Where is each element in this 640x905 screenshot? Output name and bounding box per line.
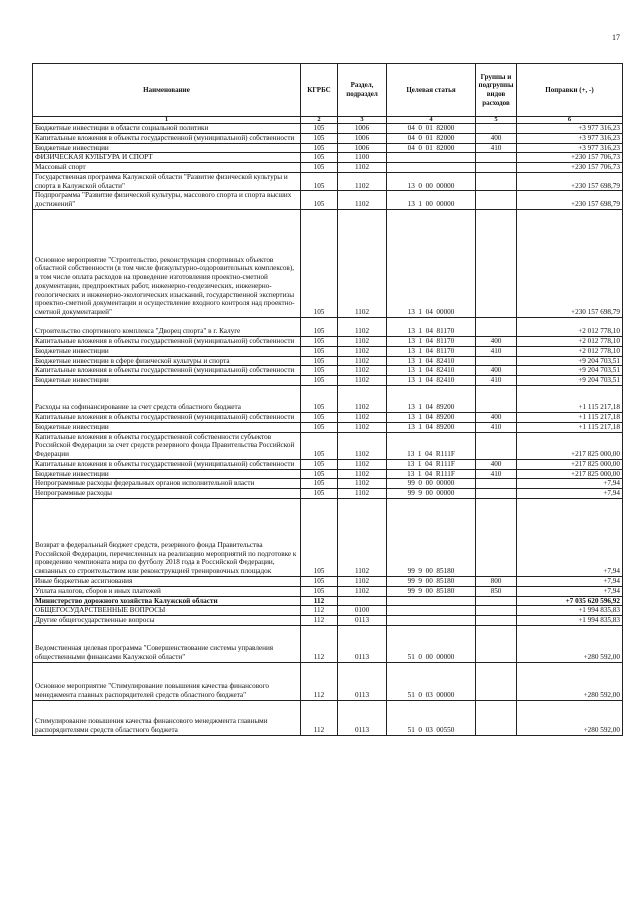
cell-kgrbs: 105 — [301, 366, 338, 376]
cell-amendment: +230 157 698,79 — [517, 210, 623, 318]
cell-name: Подпрограмма "Развитие физической культуры, массового спорта и спорта высших достижений" — [33, 191, 301, 210]
col-number: 6 — [517, 117, 623, 124]
cell-kgrbs: 105 — [301, 210, 338, 318]
cell-section: 1102 — [338, 163, 387, 173]
cell-target-article: 99 9 00 85180 — [387, 586, 476, 596]
cell-amendment: +3 977 316,23 — [517, 124, 623, 134]
cell-target-article: 51 0 03 00550 — [387, 700, 476, 735]
table-row — [33, 124, 623, 134]
cell-section — [338, 596, 387, 606]
cell-target-article: 04 0 01 82000 — [387, 124, 476, 134]
cell-kgrbs: 105 — [301, 469, 338, 479]
cell-expense-group: 410 — [476, 346, 517, 356]
cell-target-article: 13 1 04 82410 — [387, 356, 476, 366]
cell-name: Государственная программа Калужской области "Развитие физической культуры и спорта в Калужской области" — [33, 172, 301, 191]
table-row — [33, 616, 623, 626]
cell-amendment: +280 592,00 — [517, 700, 623, 735]
cell-kgrbs: 105 — [301, 432, 338, 459]
cell-amendment: +230 157 706,73 — [517, 163, 623, 173]
cell-kgrbs: 105 — [301, 124, 338, 134]
table-row — [33, 422, 623, 432]
table-row — [33, 469, 623, 479]
cell-kgrbs: 105 — [301, 346, 338, 356]
amendments-table — [32, 63, 623, 736]
cell-target-article — [387, 596, 476, 606]
cell-expense-group — [476, 172, 517, 191]
cell-amendment: +1 994 835,83 — [517, 616, 623, 626]
cell-name: Бюджетные инвестиции — [33, 143, 301, 153]
header-amendments: Поправки (+, -) — [517, 64, 623, 117]
cell-expense-group — [476, 191, 517, 210]
cell-section: 1102 — [338, 586, 387, 596]
cell-section: 1006 — [338, 124, 387, 134]
cell-section: 1102 — [338, 356, 387, 366]
cell-kgrbs: 105 — [301, 133, 338, 143]
cell-amendment: +9 204 703,51 — [517, 366, 623, 376]
cell-expense-group — [476, 498, 517, 576]
table-row — [33, 432, 623, 459]
cell-kgrbs: 105 — [301, 172, 338, 191]
cell-kgrbs: 105 — [301, 586, 338, 596]
cell-amendment: +2 012 778,10 — [517, 337, 623, 347]
cell-section: 1102 — [338, 469, 387, 479]
cell-section: 1102 — [338, 489, 387, 499]
cell-name: Стимулирование повышения качества финансового менеджмента главными распорядителями средств областного бюджета — [33, 700, 301, 735]
cell-target-article: 13 1 04 89200 — [387, 412, 476, 422]
cell-amendment: +230 157 698,79 — [517, 172, 623, 191]
cell-target-article: 13 1 04 82410 — [387, 366, 476, 376]
table-row — [33, 366, 623, 376]
cell-section: 1102 — [338, 576, 387, 586]
cell-target-article: 13 1 04 81170 — [387, 346, 476, 356]
cell-name: Капитальные вложения в объекты государственной (муниципальной) собственности — [33, 337, 301, 347]
table-row — [33, 489, 623, 499]
table-row — [33, 576, 623, 586]
table-row — [33, 625, 623, 662]
cell-amendment: +2 012 778,10 — [517, 318, 623, 337]
cell-kgrbs: 105 — [301, 422, 338, 432]
cell-kgrbs: 112 — [301, 606, 338, 616]
cell-name: Иные бюджетные ассигнования — [33, 576, 301, 586]
cell-name: Строительство спортивного комплекса "Дворец спорта" в г. Калуге — [33, 318, 301, 337]
cell-amendment: +217 825 000,00 — [517, 432, 623, 459]
cell-target-article: 13 1 04 82410 — [387, 376, 476, 386]
header-name: Наименование — [33, 64, 301, 117]
table-row — [33, 191, 623, 210]
cell-expense-group — [476, 356, 517, 366]
cell-amendment: +7,94 — [517, 498, 623, 576]
cell-amendment: +1 994 835,83 — [517, 606, 623, 616]
cell-kgrbs: 112 — [301, 625, 338, 662]
cell-section: 1102 — [338, 318, 387, 337]
cell-amendment: +217 825 000,00 — [517, 469, 623, 479]
cell-name: Министерство дорожного хозяйства Калужской области — [33, 596, 301, 606]
col-number: 2 — [301, 117, 338, 124]
cell-name: Массовый спорт — [33, 163, 301, 173]
cell-target-article: 51 0 00 00000 — [387, 625, 476, 662]
cell-target-article: 04 0 01 82000 — [387, 143, 476, 153]
header-kgrbs: КГРБС — [301, 64, 338, 117]
cell-kgrbs: 105 — [301, 191, 338, 210]
cell-section: 0113 — [338, 625, 387, 662]
cell-expense-group: 400 — [476, 133, 517, 143]
cell-section: 1102 — [338, 459, 387, 469]
table-row — [33, 143, 623, 153]
cell-section: 1102 — [338, 376, 387, 386]
cell-kgrbs: 105 — [301, 459, 338, 469]
cell-kgrbs: 105 — [301, 385, 338, 412]
table-row — [33, 153, 623, 163]
cell-expense-group — [476, 625, 517, 662]
cell-kgrbs: 105 — [301, 376, 338, 386]
col-number: 5 — [476, 117, 517, 124]
cell-name: Бюджетные инвестиции в области социальной политики — [33, 124, 301, 134]
table-row — [33, 700, 623, 735]
cell-target-article: 13 1 04 89200 — [387, 422, 476, 432]
cell-target-article: 13 1 04 00000 — [387, 210, 476, 318]
cell-target-article: 99 9 00 00000 — [387, 489, 476, 499]
cell-target-article: 13 1 04 R111F — [387, 432, 476, 459]
cell-expense-group: 800 — [476, 576, 517, 586]
cell-kgrbs: 105 — [301, 498, 338, 576]
cell-section: 1102 — [338, 172, 387, 191]
table-row — [33, 606, 623, 616]
cell-name: Бюджетные инвестиции в сфере физической культуры и спорта — [33, 356, 301, 366]
cell-name: Бюджетные инвестиции — [33, 376, 301, 386]
cell-expense-group — [476, 163, 517, 173]
cell-amendment: +230 157 706,73 — [517, 153, 623, 163]
cell-expense-group: 400 — [476, 337, 517, 347]
cell-target-article: 51 0 03 00000 — [387, 662, 476, 700]
cell-name: ОБЩЕГОСУДАРСТВЕННЫЕ ВОПРОСЫ — [33, 606, 301, 616]
table-row — [33, 356, 623, 366]
cell-kgrbs: 105 — [301, 576, 338, 586]
cell-name: Ведомственная целевая программа "Совершенствование системы управления общественными финансами Калужской области" — [33, 625, 301, 662]
cell-name: Капитальные вложения в объекты государственной (муниципальной) собственности — [33, 459, 301, 469]
cell-section: 1102 — [338, 191, 387, 210]
table-row — [33, 163, 623, 173]
cell-target-article: 13 1 04 R111F — [387, 459, 476, 469]
cell-target-article — [387, 153, 476, 163]
header-groups: Группы и подгруппы видов расходов — [476, 64, 517, 117]
cell-target-article: 13 1 04 81170 — [387, 337, 476, 347]
cell-amendment: +230 157 698,79 — [517, 191, 623, 210]
cell-amendment: +217 825 000,00 — [517, 459, 623, 469]
cell-expense-group: 400 — [476, 366, 517, 376]
cell-kgrbs: 112 — [301, 662, 338, 700]
cell-name: Бюджетные инвестиции — [33, 422, 301, 432]
table-row — [33, 596, 623, 606]
cell-section: 1100 — [338, 153, 387, 163]
cell-section: 1102 — [338, 366, 387, 376]
cell-section: 0100 — [338, 606, 387, 616]
cell-expense-group: 410 — [476, 422, 517, 432]
cell-expense-group — [476, 606, 517, 616]
cell-name: ФИЗИЧЕСКАЯ КУЛЬТУРА И СПОРТ — [33, 153, 301, 163]
cell-section: 0113 — [338, 616, 387, 626]
cell-amendment: +9 204 703,51 — [517, 376, 623, 386]
page-number: 17 — [612, 33, 620, 42]
table-row — [33, 385, 623, 412]
table-row — [33, 479, 623, 489]
cell-section: 1102 — [338, 337, 387, 347]
cell-name: Уплата налогов, сборов и иных платежей — [33, 586, 301, 596]
cell-expense-group — [476, 318, 517, 337]
table-row — [33, 318, 623, 337]
table-row — [33, 337, 623, 347]
col-number: 1 — [33, 117, 301, 124]
cell-target-article: 13 1 04 R111F — [387, 469, 476, 479]
cell-expense-group — [476, 432, 517, 459]
cell-expense-group — [476, 662, 517, 700]
cell-section: 1102 — [338, 210, 387, 318]
cell-expense-group: 410 — [476, 143, 517, 153]
cell-expense-group — [476, 596, 517, 606]
cell-amendment: +7 035 620 596,92 — [517, 596, 623, 606]
cell-section: 1102 — [338, 432, 387, 459]
cell-amendment: +1 115 217,18 — [517, 385, 623, 412]
cell-name: Непрограммные расходы — [33, 489, 301, 499]
table-row — [33, 172, 623, 191]
cell-kgrbs: 105 — [301, 143, 338, 153]
table-row — [33, 210, 623, 318]
cell-expense-group: 410 — [476, 376, 517, 386]
cell-amendment: +280 592,00 — [517, 625, 623, 662]
cell-kgrbs: 105 — [301, 356, 338, 366]
cell-target-article: 99 9 00 85180 — [387, 498, 476, 576]
cell-target-article — [387, 606, 476, 616]
cell-expense-group — [476, 489, 517, 499]
cell-kgrbs: 105 — [301, 337, 338, 347]
cell-name: Основное мероприятие "Стимулирование повышения качества финансового менеджмента главных распорядителей средств областного бюджета" — [33, 662, 301, 700]
cell-target-article — [387, 163, 476, 173]
cell-kgrbs: 112 — [301, 596, 338, 606]
table-row — [33, 376, 623, 386]
table-row — [33, 662, 623, 700]
header-target: Целевая статья — [387, 64, 476, 117]
cell-expense-group: 400 — [476, 459, 517, 469]
cell-expense-group — [476, 124, 517, 134]
table-row — [33, 586, 623, 596]
cell-amendment: +7,94 — [517, 586, 623, 596]
cell-name: Бюджетные инвестиции — [33, 469, 301, 479]
cell-section: 1102 — [338, 412, 387, 422]
cell-kgrbs: 112 — [301, 700, 338, 735]
cell-kgrbs: 105 — [301, 153, 338, 163]
cell-name: Непрограммные расходы федеральных органов исполнительной власти — [33, 479, 301, 489]
cell-kgrbs: 112 — [301, 616, 338, 626]
cell-kgrbs: 105 — [301, 318, 338, 337]
cell-name: Капитальные вложения в объекты государственной (муниципальной) собственности — [33, 133, 301, 143]
table-row — [33, 412, 623, 422]
header-section: Раздел, подраздел — [338, 64, 387, 117]
cell-target-article: 13 0 00 00000 — [387, 172, 476, 191]
cell-amendment: +3 977 316,23 — [517, 133, 623, 143]
cell-kgrbs: 105 — [301, 412, 338, 422]
col-number: 3 — [338, 117, 387, 124]
cell-kgrbs: 105 — [301, 163, 338, 173]
cell-target-article: 13 1 00 00000 — [387, 191, 476, 210]
column-numbers-row — [33, 117, 623, 124]
cell-amendment: +9 204 703,51 — [517, 356, 623, 366]
cell-section: 1102 — [338, 346, 387, 356]
table-row — [33, 498, 623, 576]
cell-target-article: 04 0 01 82000 — [387, 133, 476, 143]
cell-expense-group — [476, 700, 517, 735]
cell-amendment: +3 977 316,23 — [517, 143, 623, 153]
cell-target-article: 99 9 00 85180 — [387, 576, 476, 586]
cell-expense-group — [476, 153, 517, 163]
cell-expense-group — [476, 385, 517, 412]
cell-name: Расходы на софинансирование за счет средств областного бюджета — [33, 385, 301, 412]
cell-amendment: +7,94 — [517, 479, 623, 489]
cell-name: Капитальные вложения в объекты государственной (муниципальной) собственности — [33, 366, 301, 376]
cell-kgrbs: 105 — [301, 489, 338, 499]
cell-name: Капитальные вложения в объекты государственной (муниципальной) собственности — [33, 412, 301, 422]
table-row — [33, 459, 623, 469]
cell-name: Возврат в федеральный бюджет средств, резервного фонда Правительства Российской Федерации, перечисленных на реализацию мероприятий по подготовке к проведению чемпионата мира по футболу 2018 года в Российской Федерации, связанных со строительством или реконструкцией тренировочных площадок — [33, 498, 301, 576]
cell-amendment: +1 115 217,18 — [517, 412, 623, 422]
col-number: 4 — [387, 117, 476, 124]
cell-kgrbs: 105 — [301, 479, 338, 489]
cell-amendment: +280 592,00 — [517, 662, 623, 700]
cell-amendment: +7,94 — [517, 489, 623, 499]
cell-section: 1006 — [338, 143, 387, 153]
cell-expense-group — [476, 479, 517, 489]
cell-name: Капитальные вложения в объекты государственной собственности субъектов Российской Федерации за счет средств резервного фонда Правительства Российской Федерации — [33, 432, 301, 459]
cell-amendment: +1 115 217,18 — [517, 422, 623, 432]
cell-target-article: 13 1 04 89200 — [387, 385, 476, 412]
cell-name: Бюджетные инвестиции — [33, 346, 301, 356]
cell-name: Основное мероприятие "Строительство, реконструкция спортивных объектов областной собственности (в том числе физкультурно-оздоровительных комплексов), в том числе оплата расходов на проведение изготовления проектно-сметной документации, предпроектных работ, инженерно-геодезических, инженерно-геологических и инженерно-экологических изысканий, государственной экспертизы проектно-сметной документации и осуществление входного контроля над проектно-сметной документацией" — [33, 210, 301, 318]
cell-section: 1102 — [338, 385, 387, 412]
cell-section: 1102 — [338, 479, 387, 489]
cell-name: Другие общегосударственные вопросы — [33, 616, 301, 626]
cell-section: 1006 — [338, 133, 387, 143]
table-row — [33, 346, 623, 356]
cell-section: 0113 — [338, 700, 387, 735]
cell-amendment: +2 012 778,10 — [517, 346, 623, 356]
cell-expense-group: 850 — [476, 586, 517, 596]
table-row — [33, 133, 623, 143]
cell-target-article — [387, 616, 476, 626]
cell-expense-group: 400 — [476, 412, 517, 422]
cell-section: 1102 — [338, 422, 387, 432]
cell-section: 1102 — [338, 498, 387, 576]
cell-expense-group — [476, 616, 517, 626]
cell-target-article: 13 1 04 81170 — [387, 318, 476, 337]
cell-expense-group — [476, 210, 517, 318]
cell-amendment: +7,94 — [517, 576, 623, 586]
cell-expense-group: 410 — [476, 469, 517, 479]
cell-section: 0113 — [338, 662, 387, 700]
cell-target-article: 99 0 00 00000 — [387, 479, 476, 489]
